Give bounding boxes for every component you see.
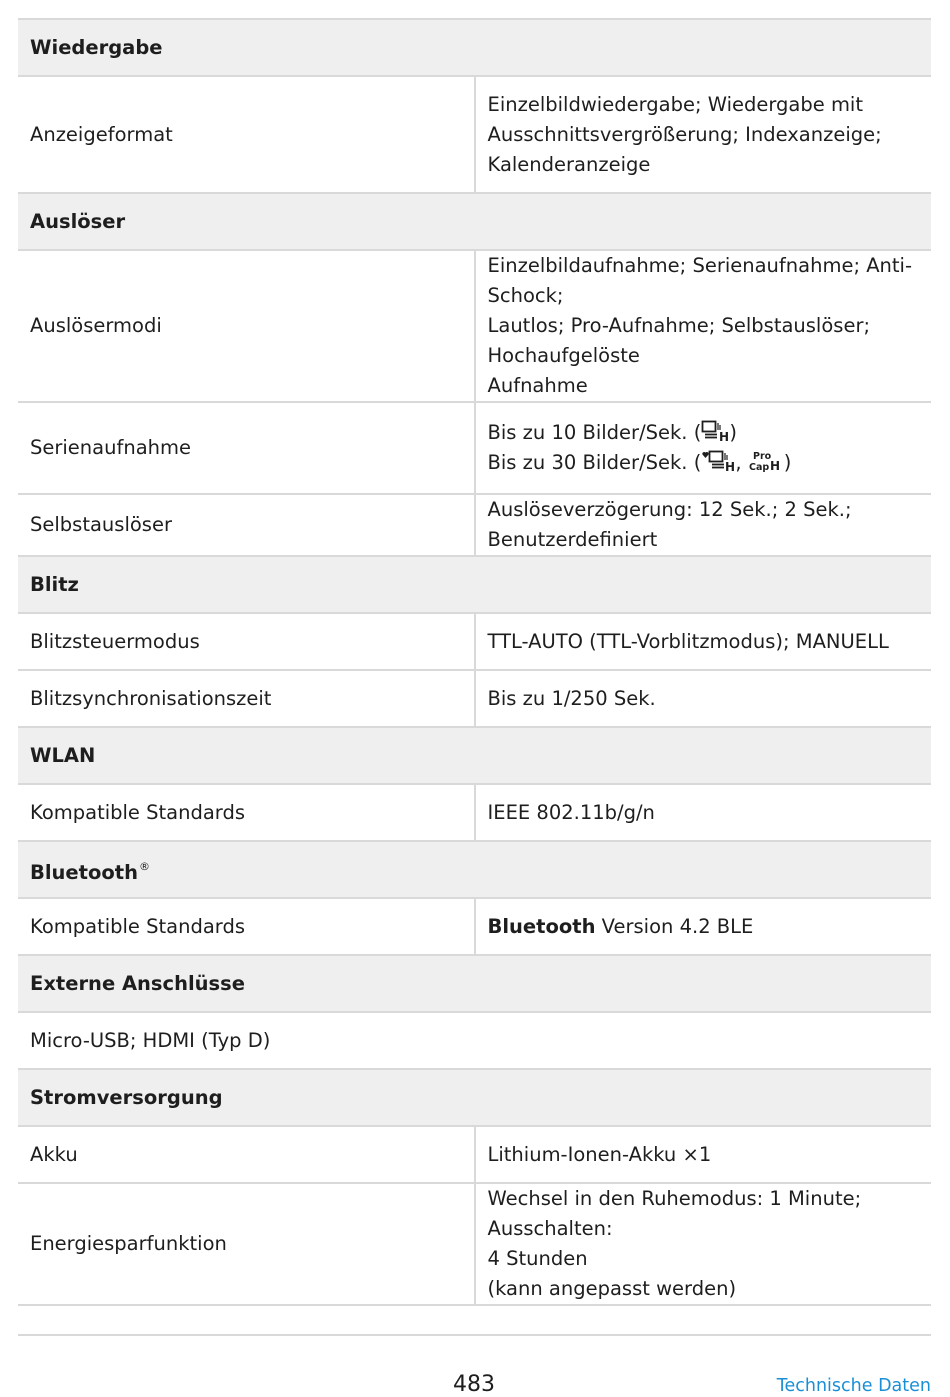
spec-label: Blitzsynchronisationszeit bbox=[18, 670, 475, 727]
section-header-wlan bbox=[18, 727, 931, 784]
spec-label: Serienaufnahme bbox=[18, 402, 475, 494]
section-header-wiedergabe bbox=[18, 19, 931, 76]
section-header-stromversorgung bbox=[18, 1069, 931, 1126]
registered-mark: ® bbox=[138, 859, 150, 873]
value-line: Ausschnittsvergrößerung; Indexanzeige; bbox=[487, 122, 882, 146]
bluetooth-brand-text: Bluetooth bbox=[487, 914, 596, 938]
value-text: ) bbox=[783, 451, 792, 474]
spec-label: Selbstauslöser bbox=[18, 494, 475, 556]
section-header-ausloeser bbox=[18, 193, 931, 250]
value-text: ) bbox=[729, 421, 737, 444]
spec-row-blitzsteuermodus bbox=[18, 613, 931, 670]
spec-value: Auslöseverzögerung: 12 Sek.; 2 Sek.; Benutzerdefiniert bbox=[475, 494, 932, 556]
section-title: Auslöser bbox=[18, 193, 931, 250]
value-line: Einzelbildaufnahme; Serienaufnahme; Anti-Schock; bbox=[487, 254, 913, 307]
svg-text:H: H bbox=[769, 459, 780, 472]
section-title: Externe Anschlüsse bbox=[18, 955, 931, 1012]
svg-text:Pro: Pro bbox=[752, 451, 771, 462]
spec-label: Kompatible Standards bbox=[18, 898, 475, 955]
svg-text:Cap: Cap bbox=[748, 462, 769, 472]
section-header-blitz bbox=[18, 556, 931, 613]
spec-value bbox=[475, 1183, 932, 1305]
value-line: Aufnahme bbox=[487, 374, 588, 397]
section-title: Blitz bbox=[18, 556, 931, 613]
spec-value bbox=[475, 898, 932, 955]
svg-text:H: H bbox=[719, 430, 730, 442]
svg-text:H: H bbox=[725, 460, 736, 472]
spec-value bbox=[475, 402, 932, 494]
sequential-high-icon bbox=[701, 420, 729, 442]
pro-capture-high-icon bbox=[748, 450, 784, 472]
spec-row-anschluesse bbox=[18, 1012, 931, 1069]
spec-row-blitzsynchronisationszeit bbox=[18, 670, 931, 727]
spec-label: Kompatible Standards bbox=[18, 784, 475, 841]
value-line: Kalenderanzeige bbox=[487, 152, 651, 176]
value-text: Version 4.2 BLE bbox=[595, 914, 754, 938]
value-line: Lautlos; Pro-Aufnahme; Selbstauslöser; Hochaufgelöste bbox=[487, 314, 871, 367]
spec-label: Auslösermodi bbox=[18, 250, 475, 402]
value-line: Wechsel in den Ruhemodus: 1 Minute; Ausschalten: bbox=[487, 1187, 862, 1240]
value-line bbox=[488, 418, 920, 448]
value-text: Bis zu 30 Bilder/Sek. ( bbox=[487, 451, 702, 474]
value-line bbox=[488, 448, 920, 478]
section-title bbox=[18, 841, 931, 898]
section-title: Stromversorgung bbox=[18, 1069, 931, 1126]
spec-row-anzeigeformat bbox=[18, 76, 931, 193]
spec-row-akku bbox=[18, 1126, 931, 1183]
section-header-bluetooth bbox=[18, 841, 931, 898]
section-title: Wiedergabe bbox=[18, 19, 931, 76]
spec-value: Lithium-Ionen-Akku ×1 bbox=[475, 1126, 932, 1183]
value-line: Einzelbildwiedergabe; Wiedergabe mit bbox=[487, 92, 863, 116]
spec-row-wlan-standards bbox=[18, 784, 931, 841]
spec-row-serienaufnahme bbox=[18, 402, 931, 494]
spec-value: Bis zu 1/250 Sek. bbox=[475, 670, 932, 727]
value-line: (kann angepasst werden) bbox=[487, 1277, 737, 1300]
value-line: 4 Stunden bbox=[487, 1247, 588, 1270]
spec-label: Akku bbox=[18, 1126, 475, 1183]
spec-label: Anzeigeformat bbox=[18, 76, 475, 193]
spec-value: TTL-AUTO (TTL-Vorblitzmodus); MANUELL bbox=[475, 613, 932, 670]
silent-sequential-high-icon bbox=[701, 450, 735, 472]
spec-value: Micro-USB; HDMI (Typ D) bbox=[18, 1012, 931, 1069]
spec-row-ausloesermodi bbox=[18, 250, 931, 402]
footer-divider bbox=[18, 1334, 931, 1336]
spec-row-selbstausloeser bbox=[18, 494, 931, 556]
spec-value: IEEE 802.11b/g/n bbox=[475, 784, 932, 841]
spec-row-bluetooth-standards bbox=[18, 898, 931, 955]
section-header-externe-anschluesse bbox=[18, 955, 931, 1012]
spec-value bbox=[475, 250, 932, 402]
page-number: 483 bbox=[453, 1372, 495, 1397]
section-title-text: Bluetooth bbox=[30, 860, 138, 884]
value-text: , bbox=[735, 451, 748, 474]
spec-value bbox=[475, 76, 932, 193]
spec-label: Energiesparfunktion bbox=[18, 1183, 475, 1305]
value-text: Bis zu 10 Bilder/Sek. ( bbox=[487, 421, 702, 444]
spec-table bbox=[18, 18, 931, 1306]
spec-row-energiesparfunktion bbox=[18, 1183, 931, 1305]
section-title: WLAN bbox=[18, 727, 931, 784]
section-link-technische-daten[interactable]: Technische Daten bbox=[776, 1376, 931, 1396]
spec-label: Blitzsteuermodus bbox=[18, 613, 475, 670]
